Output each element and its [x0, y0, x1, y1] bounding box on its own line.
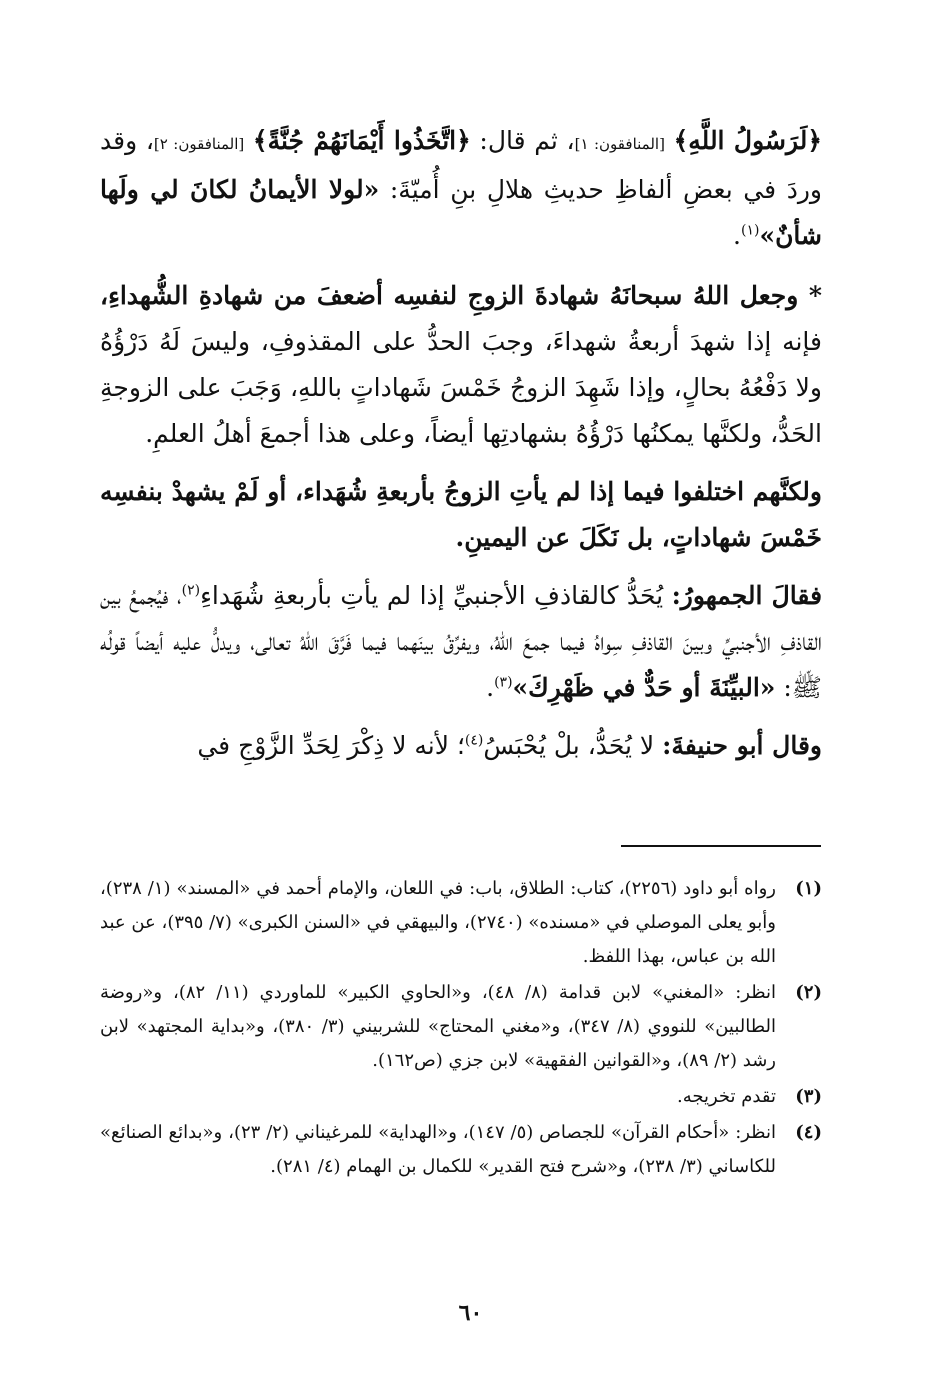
quran-verse-1: ﴿لَرَسُولُ اللَّهِ﴾ — [673, 126, 823, 155]
footnotes — [100, 872, 822, 1186]
text-fragment: ، فيُجمعُ بين القاذفِ الأجنبيِّ وبينَ القاذفِ سِواهُ فيما جمعَ اللهُ، ويفرِّقُ بينَهما فيما فَرَّقَ اللهُ تعالى، ويدلُّ عليه أيضاً قولُه ﷺ: — [100, 581, 822, 702]
footnote-3 — [100, 1080, 822, 1114]
text-fragment: ، ثم قال: — [470, 126, 575, 155]
footnote-number: (١) — [795, 878, 822, 899]
opinion-lead: فقالَ الجمهورُ: — [671, 581, 823, 610]
footnote-2 — [100, 976, 822, 1078]
text-fragment: . — [486, 673, 495, 702]
main-text — [100, 118, 822, 769]
paragraph-1 — [100, 118, 822, 259]
bold-statement: ولكنَّهم اختلفوا فيما إذا لم يأتِ الزوجُ بأربعةِ شُهَداء، أو لَمْ يشهدْ بنفسِه خَمْسَ شهاداتٍ، بل نَكَلَ عن اليمينِ. — [100, 477, 822, 552]
verse-citation-1: [المنافقون: ١] — [574, 135, 665, 153]
footnote-number: (٣) — [795, 1086, 822, 1107]
text-fragment: . — [733, 221, 741, 250]
footnote-text: انظر: «المغني» لابن قدامة (٨/ ٤٨)، و«الحاوي الكبير» للماوردي (١١/ ٨٢)، و«روضة الطالبين» للنووي (٨/ ٣٤٧)، و«مغني المحتاج» للشربيني (٣/ ٣٨٠)، و«بداية المجتهد» لابن رشد (٢/ ٨٩)، و«القوانين الفقهية» لابن جزي (ص١٦٢). — [100, 982, 776, 1071]
footnote-reference: (٣) — [494, 674, 513, 691]
book-page-body — [100, 118, 822, 781]
paragraph-4 — [100, 573, 822, 711]
text-fragment: ، وقد وردَ في بعضِ ألفاظِ حديثِ هلالِ بنِ أُميّةَ: — [100, 126, 822, 204]
text-fragment: يُحَدُّ كالقاذفِ الأجنبيِّ إذا لم يأتِ بأربعةِ شُهَداءِ — [200, 581, 672, 610]
text-fragment: ؛ لأنه لا ذِكْرَ لِحَدِّ الزَّوْجِ في — [197, 731, 465, 760]
footnote-1 — [100, 872, 822, 974]
footnote-number: (٢) — [795, 982, 822, 1003]
footnote-reference: (١) — [740, 222, 760, 239]
hadith-quote: «لولا الأيمانُ لكانَ لي ولَها شأنٌ» — [100, 175, 822, 250]
footnote-text: تقدم تخريجه. — [677, 1086, 776, 1107]
page-number: ٦٠ — [458, 1300, 483, 1326]
footnote-divider — [621, 845, 821, 847]
paragraph-3 — [100, 469, 822, 561]
verse-citation-2: [المنافقون: ٢] — [153, 135, 245, 153]
footnote-reference: (٤) — [464, 732, 484, 749]
footnote-4 — [100, 1116, 822, 1184]
paragraph-5 — [100, 723, 822, 769]
bold-statement: * وجعل اللهُ سبحانَهُ شهادةَ الزوجِ لنفسِه أضعفَ من شهادةِ الشُّهداءِ، — [100, 281, 822, 310]
quran-verse-2: ﴿اتَّخَذُوا أَيْمَانَهُمْ جُنَّةً﴾ — [252, 126, 471, 155]
footnote-reference: (٢) — [181, 582, 201, 599]
opinion-lead: وقال أبو حنيفةَ: — [662, 731, 822, 760]
paragraph-2 — [100, 273, 822, 457]
text-fragment: لا يُحَدُّ، بلْ يُحْبَسُ — [483, 731, 663, 760]
footnote-text: انظر: «أحكام القرآن» للجصاص (٥/ ١٤٧)، و«الهداية» للمرغيناني (٢/ ٢٣)، و«بدائع الصنائع» للكاساني (٣/ ٢٣٨)، و«شرح فتح القدير» للكمال بن الهمام (٤/ ٢٨١). — [100, 1122, 776, 1177]
text-fragment: فإنه إذا شهدَ أربعةُ شهداءَ، وجبَ الحدُّ على المقذوفِ، وليسَ لَهُ دَرْؤُهُ ولا دَفْعُهُ بحالٍ، وإذا شَهِدَ الزوجُ خَمْسَ شَهاداتٍ باللهِ، وَجَبَ على الزوجةِ الحَدُّ، ولكنَّها يمكنُها دَرْؤُهُ بشهادتِها أيضاً، وعلى هذا أجمعَ أهلُ العلمِ. — [100, 327, 822, 448]
footnote-text: رواه أبو داود (٢٢٥٦)، كتاب: الطلاق، باب: في اللعان، والإمام أحمد في «المسند» (١/ ٢٣٨)، وأبو يعلى الموصلي في «مسنده» (٢٧٤٠)، والبيهقي في «السنن الكبرى» (٧/ ٣٩٥)، عن عبد الله بن عباس، بهذا اللفظ. — [100, 878, 776, 967]
footnote-number: (٤) — [795, 1122, 822, 1143]
hadith-quote: «البيِّنَةَ أو حَدٌّ في ظَهْرِكَ» — [512, 673, 776, 702]
